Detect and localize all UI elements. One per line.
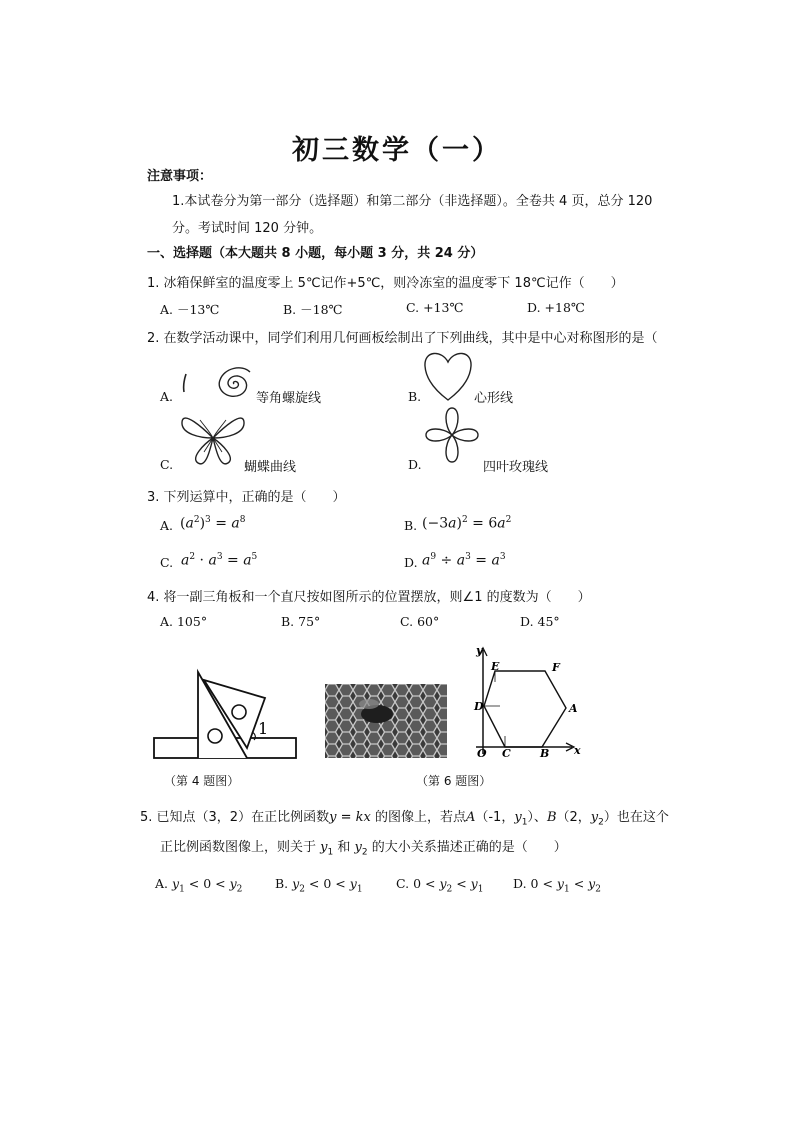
figure-6-honeycomb-photo [325, 684, 447, 758]
q3-option-b-letter[interactable]: B. [404, 518, 418, 533]
figure-6-caption: （第 6 题图） [416, 774, 492, 788]
notice-heading: 注意事项： [147, 169, 213, 184]
q3-d-eq: = [475, 552, 488, 569]
hex-label-x: x [574, 744, 581, 757]
q5-d-s1: 1 [563, 884, 570, 895]
q3-option-c-expression[interactable] [181, 552, 257, 569]
q3-b-pre: (−3 [422, 515, 449, 532]
q3-option-c-letter[interactable]: C. [160, 555, 174, 570]
hex-label-a: A [569, 702, 578, 715]
q5-line2-b: 的大小关系描述正确的是（ ） [367, 840, 567, 855]
spiral-fragment [184, 374, 186, 392]
q5-d-letter: D. [513, 876, 527, 891]
q3-d-result: a [491, 552, 500, 569]
q5-option-b[interactable] [275, 876, 363, 895]
q5-stem-line-2 [160, 836, 567, 858]
q5-fn-y: y [329, 810, 337, 825]
q5-c-pre: 0 < [413, 876, 440, 891]
q3-d-result-exp: 3 [499, 552, 506, 562]
q3-b-coef: 6 [488, 515, 498, 532]
four-leaf-rose-figure [422, 404, 482, 466]
q4-option-a[interactable]: A. 105° [160, 614, 208, 629]
q3-option-d-letter[interactable]: D. [404, 555, 418, 570]
q5-b-y: y [292, 876, 300, 891]
q5-fn-eq: = [336, 810, 356, 825]
q3-a-exp-inner: 2 [193, 515, 200, 525]
q5-d-y2: y [588, 876, 596, 891]
figure-4-triangles [152, 668, 300, 762]
q5-point-b-close: ）也在这个 [603, 810, 669, 825]
q5-d-s2: 2 [595, 884, 601, 895]
q5-c-y2: y [470, 876, 478, 891]
q4-option-d[interactable]: D. 45° [520, 614, 560, 629]
q5-fn-kx: kx [355, 810, 371, 825]
q5-a-y2: y [229, 876, 237, 891]
q3-c-base1: a [181, 552, 190, 569]
q5-option-a[interactable] [155, 876, 242, 895]
q2-option-d-letter[interactable]: D. [408, 457, 422, 472]
q3-option-b-expression[interactable] [422, 515, 511, 532]
q3-b-result: a [497, 515, 506, 532]
q5-c-s2: 1 [477, 884, 484, 895]
q5-line2-a: 正比例函数图像上，则关于 [160, 840, 321, 855]
q2-option-c-letter[interactable]: C. [160, 457, 174, 472]
section-1-heading: 一、选择题（本大题共 8 小题，每小题 3 分，共 24 分） [147, 246, 484, 261]
q3-c-result-exp: 5 [251, 552, 258, 562]
q3-b-post: ) [456, 515, 462, 532]
q2-option-a-letter[interactable]: A. [160, 389, 174, 404]
q5-point-b-coord: （2， [556, 810, 591, 825]
notice-line-1: 1.本试卷分为第一部分（选择题）和第二部分（非选择题）。全卷共 4 页，总分 120 [172, 194, 653, 209]
q5-c-y: y [439, 876, 447, 891]
q5-point-a-coord: （-1， [475, 810, 515, 825]
q5-d-mid: < [569, 876, 589, 891]
q5-a-mid: < 0 < [184, 876, 230, 891]
q3-c-eq: = [227, 552, 239, 569]
q5-stem-a: 5. 已知点（3，2）在正比例函数 [140, 810, 330, 825]
butterfly-upper-left-wing [182, 418, 213, 438]
rose-petal-top [446, 408, 458, 435]
q2-option-c-label: 蝴蝶曲线 [244, 460, 297, 475]
q3-c-result: a [243, 552, 252, 569]
q3-a-base: a [185, 515, 194, 532]
heart-curve-figure [420, 348, 476, 404]
q5-option-d[interactable] [513, 876, 601, 895]
q1-option-a[interactable]: A. －13℃ [160, 302, 220, 317]
hex-label-d: D [474, 700, 484, 713]
q5-stem-b: 的图像上，若点 [370, 810, 466, 825]
q5-b-letter: B. [275, 876, 289, 891]
bee-wing [359, 699, 379, 709]
butterfly-curve-figure [178, 408, 248, 468]
heart-curve [425, 353, 471, 400]
q5-line2-s2: 2 [361, 847, 368, 858]
rose-petal-right [452, 429, 478, 441]
hex-label-f: F [552, 661, 560, 674]
q2-option-d-label: 四叶玫瑰线 [483, 460, 549, 475]
hex-label-b: B [540, 747, 550, 760]
q5-c-mid: < [452, 876, 471, 891]
q5-b-mid: < 0 < [304, 876, 350, 891]
triangle-hole-1 [208, 729, 222, 743]
q5-point-b: B [546, 810, 557, 825]
q5-b-y2: y [349, 876, 357, 891]
q2-option-b-letter[interactable]: B. [408, 389, 422, 404]
q5-point-a-y: y [514, 810, 522, 825]
rose-petal-bottom [446, 435, 458, 462]
hex-label-y: y [476, 644, 483, 657]
figure-4-caption: （第 4 题图） [164, 774, 240, 788]
q5-line2-and: 和 [333, 840, 355, 855]
q3-option-d-expression[interactable] [422, 552, 506, 569]
q3-b-base: a [448, 515, 457, 532]
q5-line2-y1: y [320, 840, 328, 855]
q5-stem-line-1 [140, 806, 669, 828]
hex-label-o: O [477, 747, 487, 760]
q5-line2-s1: 1 [327, 847, 334, 858]
q3-d-base1: a [422, 552, 431, 569]
q3-d-div: ÷ [440, 552, 453, 569]
q4-option-c[interactable]: C. 60° [400, 614, 440, 629]
q3-c-dot: · [199, 552, 204, 569]
q5-d-y: y [556, 876, 564, 891]
q5-d-pre: 0 < [530, 876, 557, 891]
hexagon-guide-lines [484, 671, 505, 747]
q5-option-c[interactable] [396, 876, 483, 895]
q3-c-exp1: 2 [189, 552, 196, 562]
q5-a-letter: A. [155, 876, 169, 891]
q5-a-s1: 1 [179, 884, 185, 895]
page-title: 初三数学（一） [292, 135, 502, 166]
q5-c-s1: 2 [446, 884, 453, 895]
q1-option-c[interactable]: C. +13℃ [406, 300, 464, 315]
q5-point-b-y: y [590, 810, 599, 825]
q2-stem: 2. 在数学活动课中，同学们利用几何画板绘制出了下列曲线，其中是中心对称图形的是（ [147, 331, 658, 346]
q5-point-a-sub: 1 [521, 817, 528, 828]
triangle-hole-2 [232, 705, 246, 719]
q3-c-exp2: 3 [216, 552, 223, 562]
q2-option-a-label: 等角螺旋线 [256, 391, 322, 406]
q3-a-exp-outer: 3 [205, 515, 211, 525]
q3-b-eq: = [472, 515, 484, 532]
spiral-curve-figure [178, 360, 258, 405]
q3-stem: 3. 下列运算中，正确的是（ ） [147, 490, 346, 505]
q3-a-result-exp: 8 [239, 515, 246, 525]
q5-line2-y2: y [354, 840, 362, 855]
angle-1-label: 1 [258, 719, 269, 738]
butterfly-upper-right-wing [213, 418, 244, 438]
q3-d-base2: a [456, 552, 466, 569]
q5-point-a: A [465, 810, 476, 825]
q4-option-b[interactable]: B. 75° [281, 614, 321, 629]
q3-c-base2: a [208, 552, 217, 569]
spiral-curve [219, 368, 250, 396]
rose-petal-left [426, 429, 452, 441]
figure-6-hexagon-axes [462, 642, 584, 762]
q5-a-s2: 2 [236, 884, 243, 895]
q3-a-eq: = [215, 515, 227, 532]
q5-point-b-sub: 2 [598, 817, 604, 828]
hexagon [484, 671, 566, 747]
q4-stem: 4. 将一副三角板和一个直尺按如图所示的位置摆放，则∠1 的度数为（ ） [147, 590, 591, 605]
butterfly-inner-loops [200, 420, 226, 452]
q2-option-b-label: 心形线 [474, 391, 514, 406]
q5-point-a-close: ）、 [527, 810, 547, 825]
q3-option-a-expression[interactable]: $(a^2)^3 = a^8$ [180, 515, 246, 532]
hex-label-e: E [491, 660, 500, 673]
q3-b-result-exp: 2 [505, 515, 512, 525]
q1-option-b[interactable]: B. －18℃ [283, 302, 343, 317]
q1-option-d[interactable]: D. +18℃ [527, 300, 585, 315]
notice-line-2: 分。考试时间 120 分钟。 [172, 221, 323, 236]
hex-label-c: C [502, 747, 511, 760]
q1-stem: 1. 冰箱保鲜室的温度零上 5℃记作+5℃，则冷冻室的温度零下 18℃记作（ ） [147, 276, 624, 291]
q3-d-exp2: 3 [465, 552, 471, 562]
q3-d-exp1: 9 [430, 552, 437, 562]
q5-a-y: y [172, 876, 180, 891]
q3-option-a-letter[interactable]: A. [160, 518, 174, 533]
q5-b-s1: 2 [299, 884, 305, 895]
q5-b-s2: 1 [356, 884, 363, 895]
q3-a-result: a [231, 515, 240, 532]
q3-b-exp: 2 [461, 515, 468, 525]
q5-c-letter: C. [396, 876, 410, 891]
